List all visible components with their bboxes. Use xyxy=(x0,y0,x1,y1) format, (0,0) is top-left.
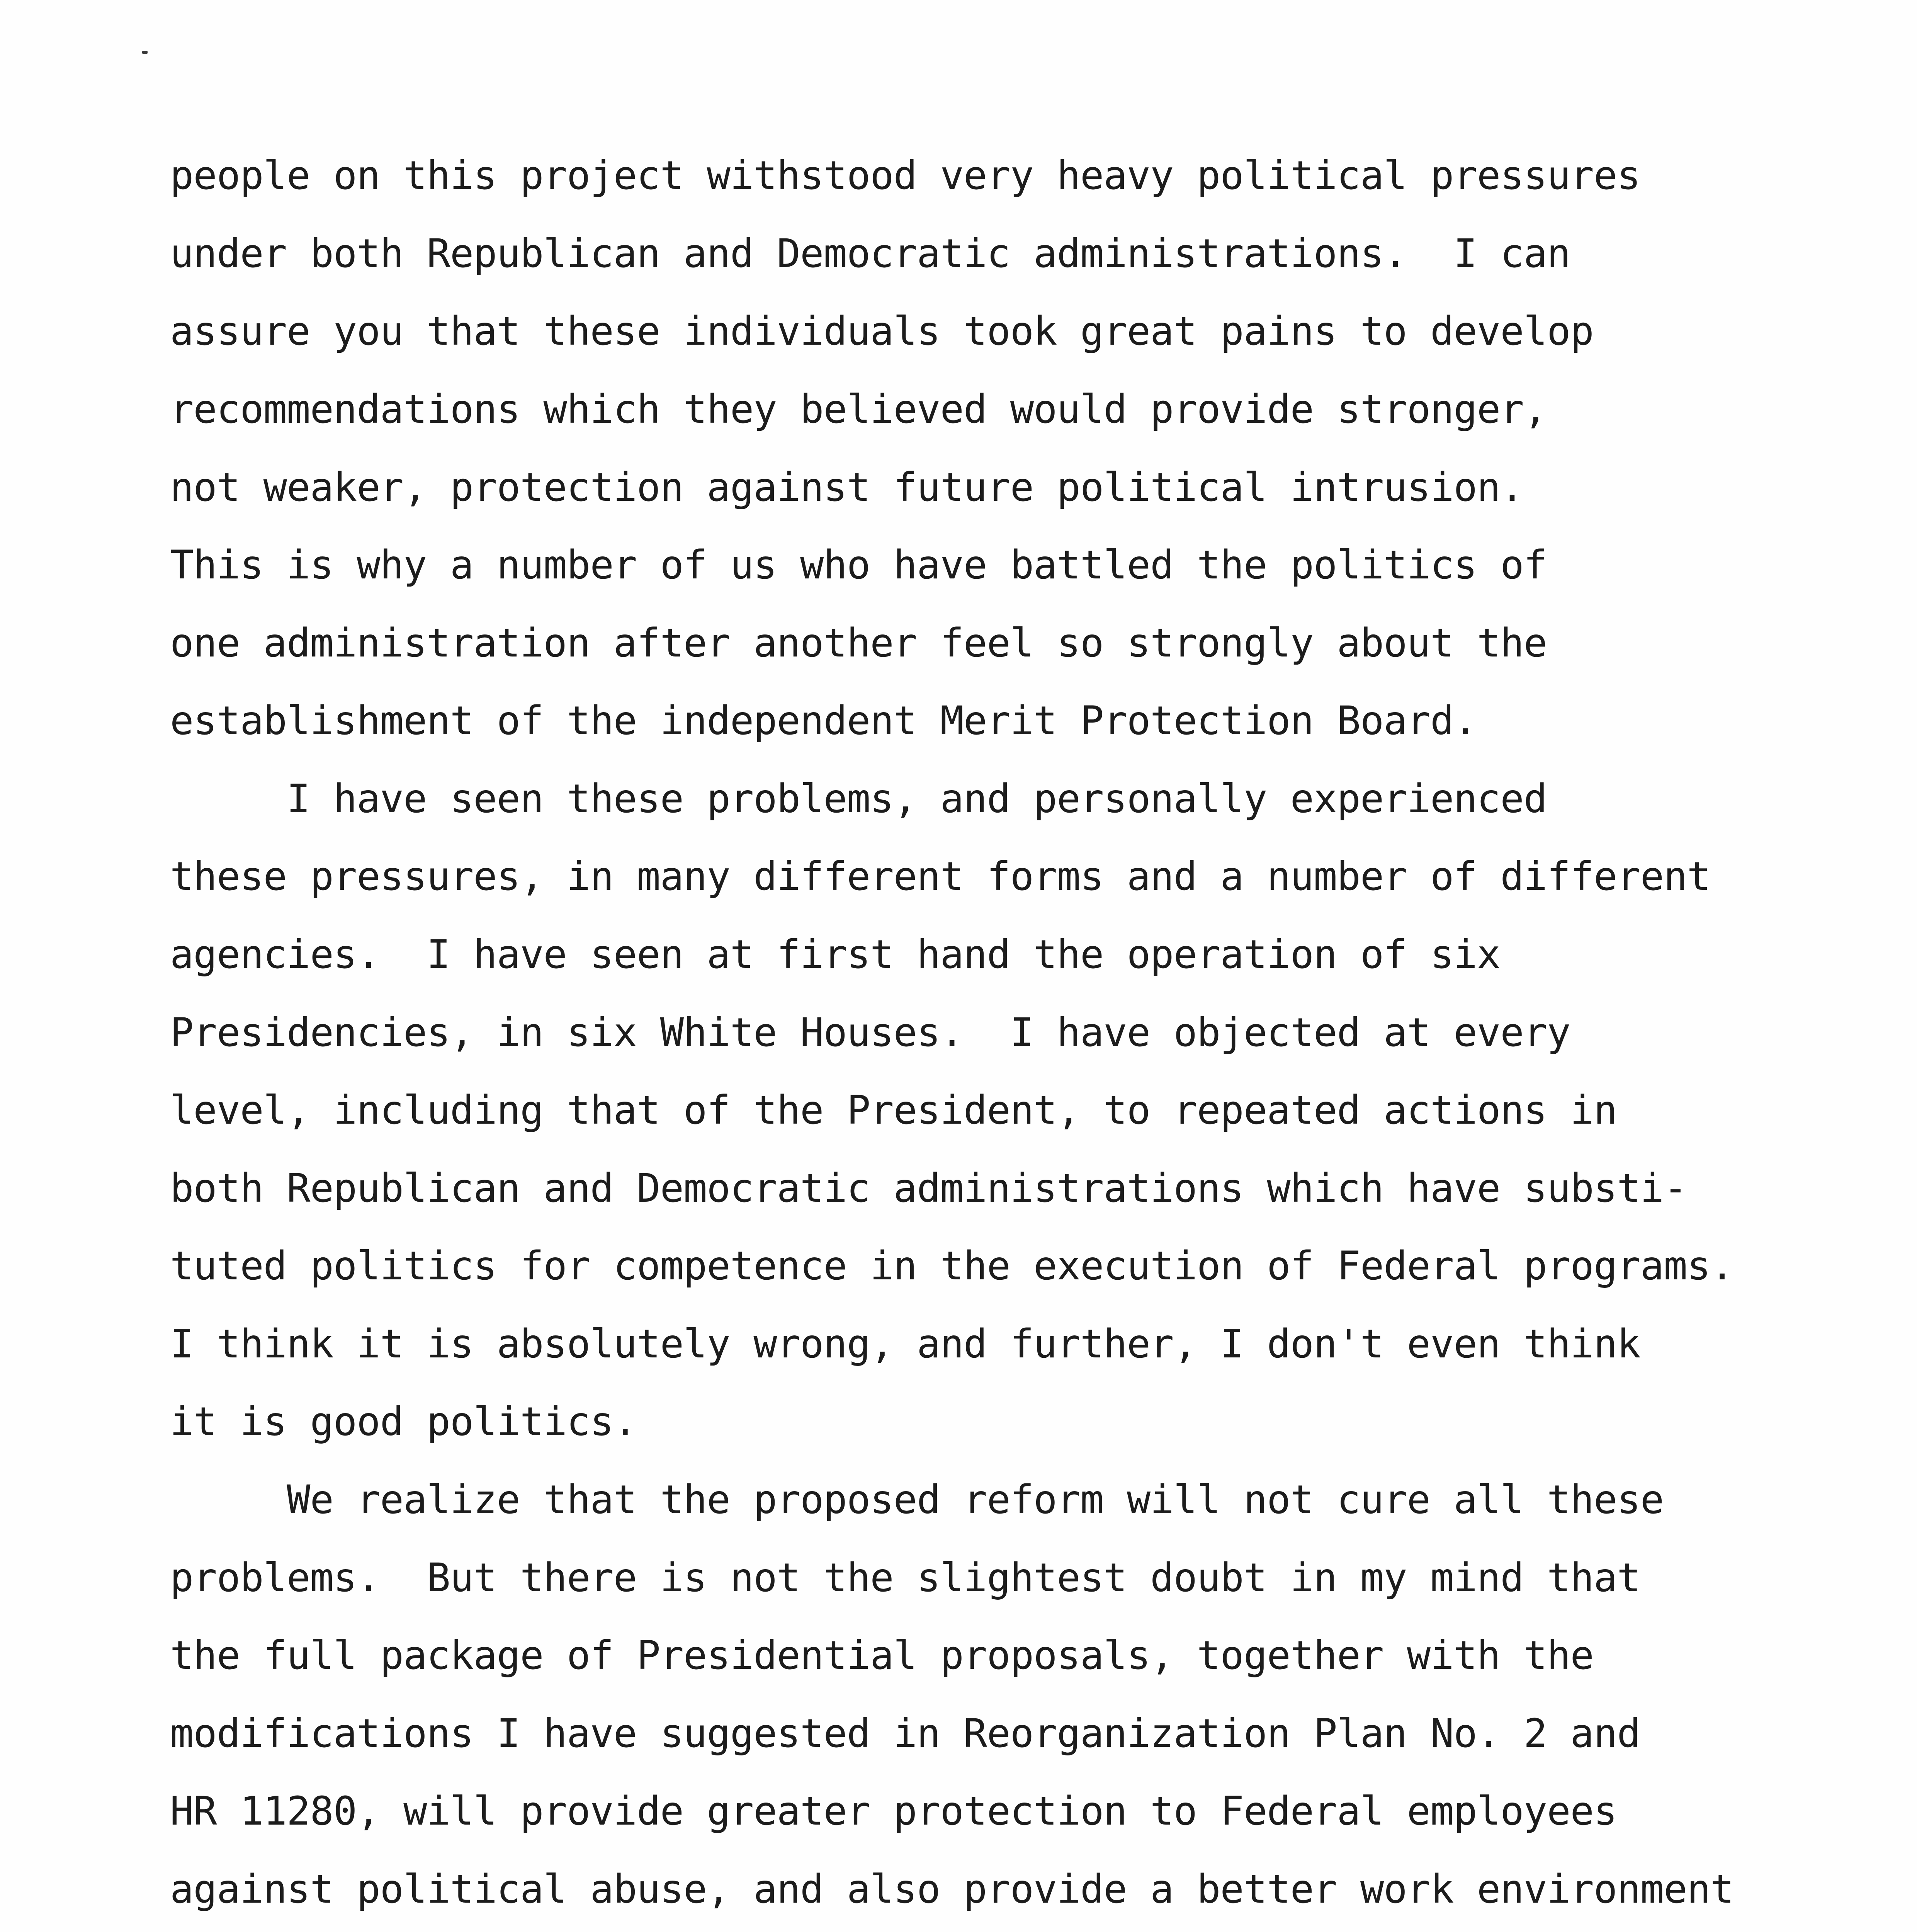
text-line: both Republican and Democratic administrations which have substi- xyxy=(170,1165,1687,1211)
text-line: level, including that of the President, to repeated actions in xyxy=(170,1087,1617,1133)
text-line: This is why a number of us who have battled the politics of xyxy=(170,542,1547,588)
text-line: Presidencies, in six White Houses. I have objected at every xyxy=(170,1010,1570,1056)
text-line: HR 11280, will provide greater protection to Federal employees xyxy=(170,1788,1617,1834)
text-line: I think it is absolutely wrong, and further, I don't even think xyxy=(170,1321,1640,1367)
text-line: tuted politics for competence in the execution of Federal programs. xyxy=(170,1243,1734,1289)
text-line: We realize that the proposed reform will not cure all these xyxy=(170,1477,1664,1523)
text-line: problems. But there is not the slightest doubt in my mind that xyxy=(170,1555,1640,1601)
text-line: one administration after another feel so strongly about the xyxy=(170,620,1547,666)
text-line: I have seen these problems, and personally experienced xyxy=(170,776,1547,822)
text-line: these pressures, in many different forms and a number of different xyxy=(170,854,1711,900)
text-line: under both Republican and Democratic administrations. I can xyxy=(170,231,1570,277)
text-line: the full package of Presidential proposals, together with the xyxy=(170,1633,1594,1679)
text-line: assure you that these individuals took great pains to develop xyxy=(170,308,1594,354)
text-line: agencies. I have seen at first hand the operation of six xyxy=(170,932,1501,978)
text-line: it is good politics. xyxy=(170,1399,637,1445)
text-line: not weaker, protection against future political intrusion. xyxy=(170,464,1524,510)
text-line: modifications I have suggested in Reorganization Plan No. 2 and xyxy=(170,1711,1640,1757)
text-line: people on this project withstood very heavy political pressures xyxy=(170,153,1640,199)
text-line: establishment of the independent Merit Protection Board. xyxy=(170,698,1477,744)
text-line: recommendations which they believed would provide stronger, xyxy=(170,386,1547,432)
stray-ink-mark xyxy=(142,51,148,54)
text-line: against political abuse, and also provide a better work environment xyxy=(170,1866,1734,1912)
